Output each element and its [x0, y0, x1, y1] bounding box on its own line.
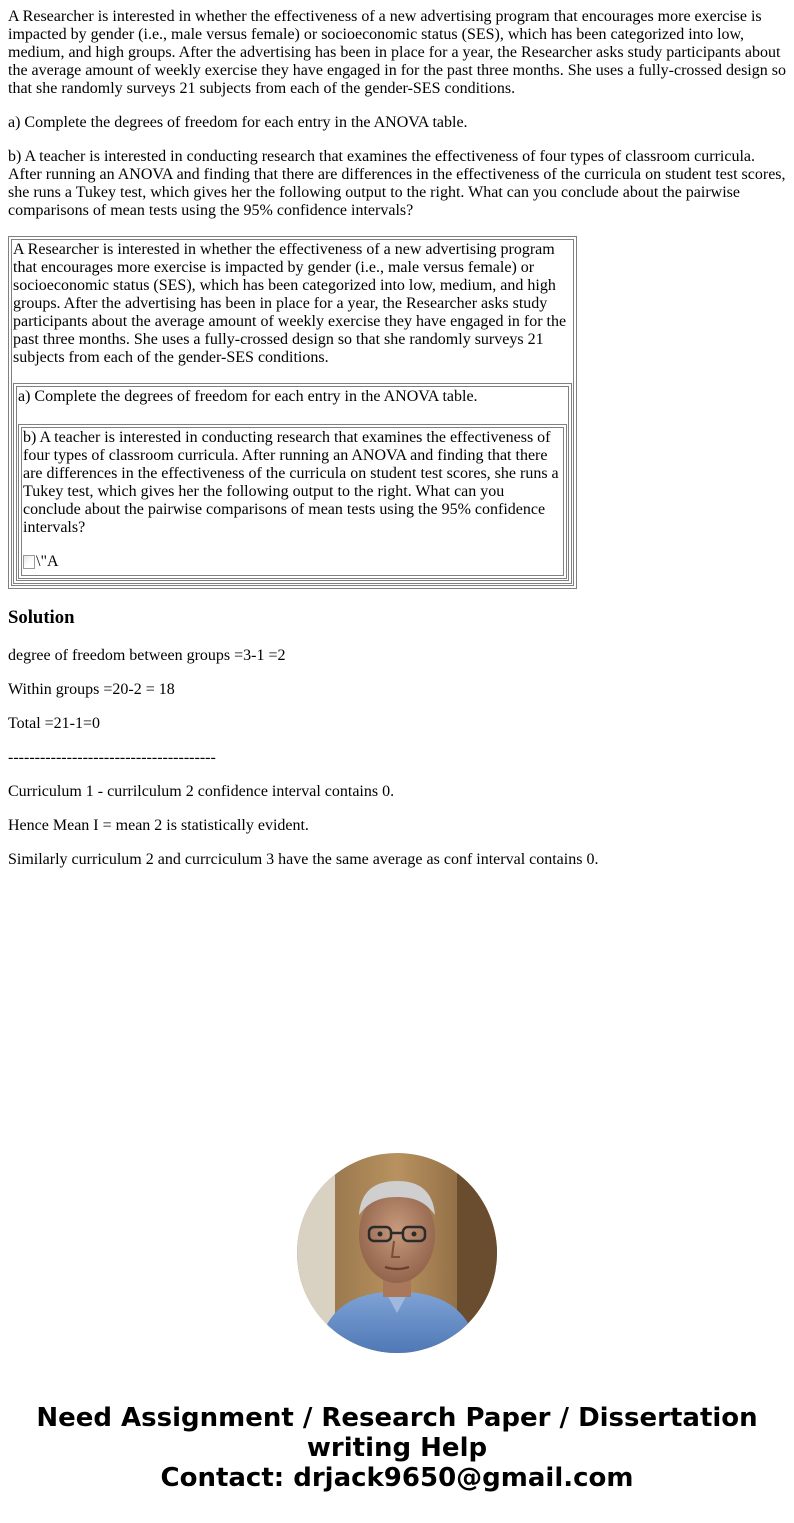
question-table-inner [18, 424, 567, 579]
tutor-portrait-image [297, 1153, 497, 1353]
broken-image [23, 553, 59, 571]
solution-line: Hence Mean I = mean 2 is statistically evident. [8, 817, 309, 834]
solution-heading: Solution [8, 607, 75, 628]
middle-cell [16, 386, 569, 581]
solution-line: Curriculum 1 - currilculum 2 confidence interval contains 0. [8, 783, 395, 800]
inner-cell [21, 427, 564, 576]
solution-line: Within groups =20-2 = 18 [8, 681, 175, 698]
question-intro: A Researcher is interested in whether the effectiveness of a new advertising program that encourages more exercise is impacted by gender (i.e., male versus female) or socioeconomic status (SES), which has been categorized into low, medium, and high groups. After the advertising has been in place for a year, the Researcher asks study participants about the average amount of weekly exercise they have engaged in for the past three months. She uses a fully-crossed design so that she randomly surveys 21 subjects from each of the gender-SES conditions. [8, 8, 786, 97]
table-question-part-b: b) A teacher is interested in conducting research that examines the effectiveness of four types of classroom curricula. After running an ANOVA and finding that there are differences in the effectiveness of the curricula on student test scores, she runs a Tukey test, which gives her the following output to the right. What can you conclude about the pairwise comparisons of mean tests using the 95% confidence intervals? [23, 429, 559, 536]
page-content [8, 8, 788, 885]
footer-banner [0, 1403, 794, 1493]
broken-image-icon [23, 555, 35, 569]
tutor-avatar [297, 1153, 497, 1353]
solution-line: Similarly curriculum 2 and currciculum 3 have the same average as conf interval contains 0. [8, 851, 599, 868]
solution-line: Total =21-1=0 [8, 715, 101, 732]
solution-line: degree of freedom between groups =3-1 =2 [8, 647, 286, 664]
table-question-part-a: a) Complete the degrees of freedom for each entry in the ANOVA table. [18, 388, 478, 405]
question-table-middle [13, 383, 572, 584]
solution-divider: --------------------------------------- [8, 749, 216, 766]
broken-image-alt: \"A [36, 553, 59, 570]
footer-contact: Contact: drjack9650@gmail.com [160, 1463, 634, 1493]
table-question-intro: A Researcher is interested in whether the effectiveness of a new advertising program that encourages more exercise is impacted by gender (i.e., male versus female) or socioeconomic status (SES), which has been categorized into low, medium, and high groups. After the advertising has been in place for a year, the Researcher asks study participants about the average amount of weekly exercise they have engaged in for the past three months. She uses a fully-crossed design so that she randomly surveys 21 subjects from each of the gender-SES conditions. [13, 241, 567, 366]
footer-line-1: Need Assignment / Research Paper / Dissertation [36, 1403, 758, 1433]
outer-cell [11, 239, 574, 586]
question-part-b: b) A teacher is interested in conducting research that examines the effectiveness of four types of classroom curricula. After running an ANOVA and finding that there are differences in the effectiveness of the curricula on student test scores, she runs a Tukey test, which gives her the following output to the right. What can you conclude about the pairwise comparisons of mean tests using the 95% confidence intervals? [8, 148, 786, 219]
question-table-outer [8, 236, 577, 589]
footer-line-2: writing Help [306, 1433, 488, 1463]
question-part-a: a) Complete the degrees of freedom for each entry in the ANOVA table. [8, 114, 468, 131]
